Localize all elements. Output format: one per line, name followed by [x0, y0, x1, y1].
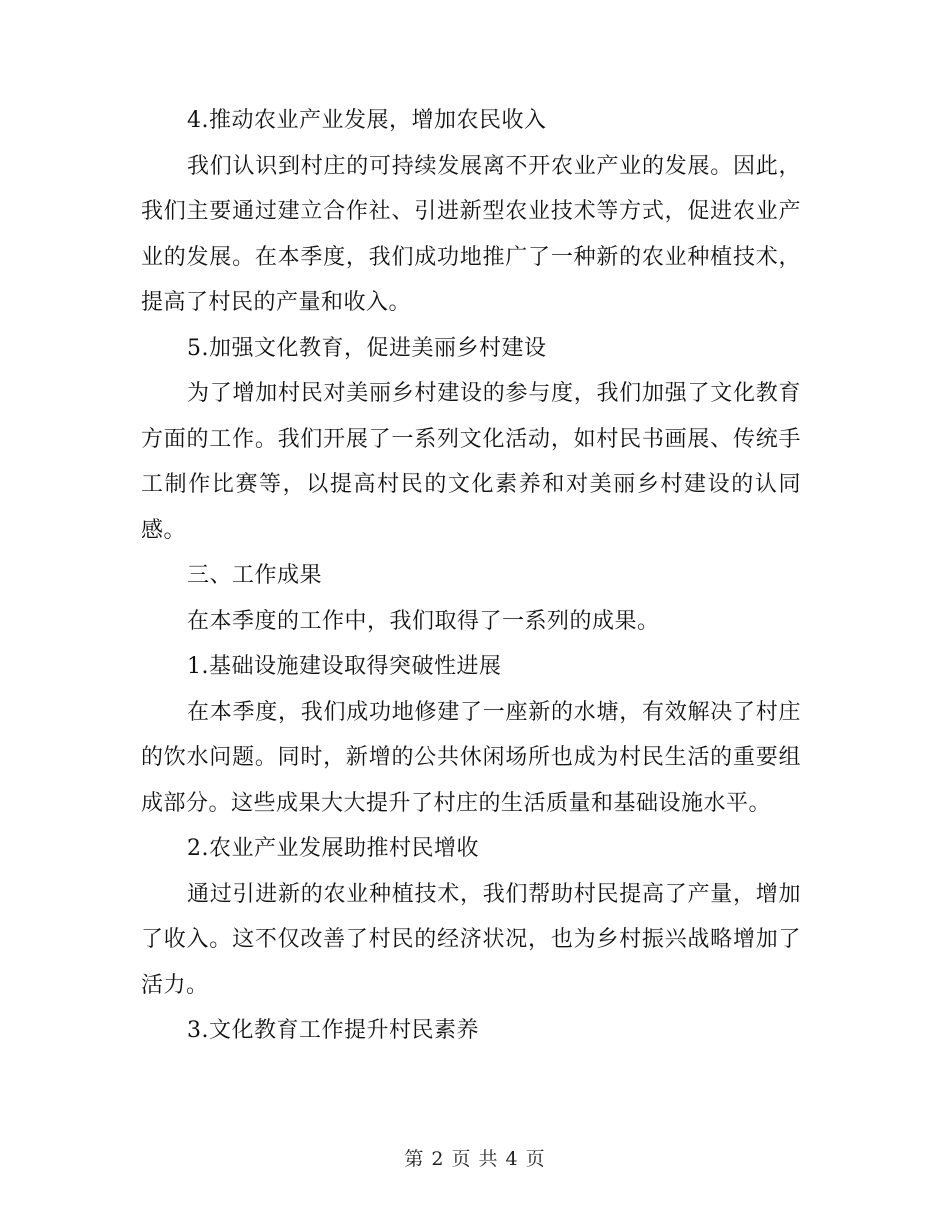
section-heading: 3.文化教育工作提升村民素养 [187, 1018, 479, 1043]
section-heading: 5.加强文化教育，促进美丽乡村建设 [187, 335, 547, 361]
body-paragraph: 我们认识到村庄的可持续发展离不开农业产业的发展。因此，我们主要通过建立合作社、引进新型农业技术等方式，促进农业产业的发展。在本季度，我们成功地推广了一种新的农业种植技术，提高了村民的产量和收入。 [141, 153, 801, 315]
body-paragraph: 为了增加村民对美丽乡村建设的参与度，我们加强了文化教育方面的工作。我们开展了一系列文化活动，如村民书画展、传统手工制作比赛等，以提高村民的文化素养和对美丽乡村建设的认同感。 [141, 381, 801, 543]
body-paragraph: 在本季度的工作中，我们取得了一系列的成果。 [187, 608, 660, 634]
section-heading: 2.农业产业发展助推村民增收 [187, 836, 479, 861]
document-body [141, 98, 801, 1054]
section-heading: 1.基础设施建设取得突破性进展 [187, 654, 502, 679]
body-paragraph: 通过引进新的农业种植技术，我们帮助村民提高了产量，增加了收入。这不仅改善了村民的经济状况，也为乡村振兴战略增加了活力。 [141, 881, 801, 998]
section-heading: 4.推动农业产业发展，增加农民收入 [187, 108, 547, 133]
page-footer: 第 2 页 共 4 页 [404, 1148, 546, 1170]
chapter-heading: 三、工作成果 [187, 563, 323, 588]
body-paragraph: 在本季度，我们成功地修建了一座新的水塘，有效解决了村庄的饮水问题。同时，新增的公共休闲场所也成为村民生活的重要组成部分。这些成果大大提升了村庄的生活质量和基础设施水平。 [141, 699, 801, 816]
